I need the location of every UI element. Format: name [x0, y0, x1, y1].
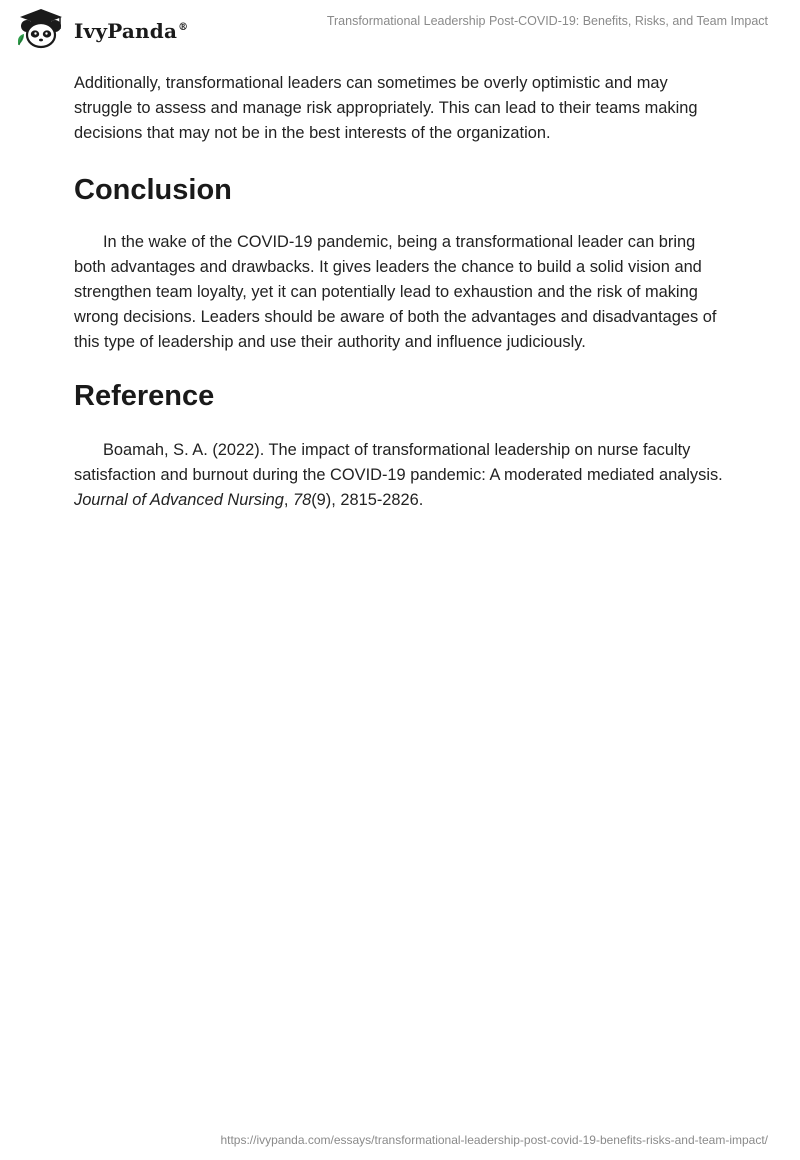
reference-separator: ,: [283, 491, 293, 509]
page-header: [0, 0, 800, 62]
body-paragraph: Additionally, transformational leaders can sometimes be overly optimistic and may struggle to assess and manage risk appropriately. This can lead to their teams making decisions that may not be in the best interests of the organization.: [74, 74, 698, 142]
panda-graduate-logo-icon: [14, 7, 68, 51]
reference-entry: [74, 438, 726, 513]
reference-lead: Boamah, S. A. (2022). The impact of transformational leadership on nurse faculty satisfaction and burnout during the COVID-19 pandemic: A moderated mediated analysis.: [74, 441, 723, 484]
journal-title: Journal of Advanced Nursing: [74, 491, 284, 509]
journal-volume: 78: [292, 491, 312, 509]
registered-mark: ®: [178, 22, 189, 34]
reference-heading: Reference: [74, 380, 215, 412]
running-title: Transformational Leadership Post-COVID-19: Benefits, Risks, and Team Impact: [326, 14, 768, 28]
source-url[interactable]: https://ivypanda.com/essays/transformational-leadership-post-covid-19-benefits-risks-and-team-impact/: [220, 1133, 768, 1147]
conclusion-heading: Conclusion: [74, 174, 232, 206]
journal-issue-pages: (9), 2815-2826.: [311, 491, 424, 509]
conclusion-paragraph: In the wake of the COVID-19 pandemic, being a transformational leader can bring both advantages and drawbacks. It gives leaders the chance to build a solid vision and strengthen team loyalty, yet it can potentially lead to exhaustion and the risk of making wrong decisions. Leaders should be aware of both the advantages and disadvantages of this type of leadership and use their authority and influence judiciously.: [74, 233, 717, 351]
brand-name: IvyPanda®: [74, 19, 189, 43]
ivypanda-logo[interactable]: [14, 7, 188, 51]
essay-content: [74, 71, 726, 513]
